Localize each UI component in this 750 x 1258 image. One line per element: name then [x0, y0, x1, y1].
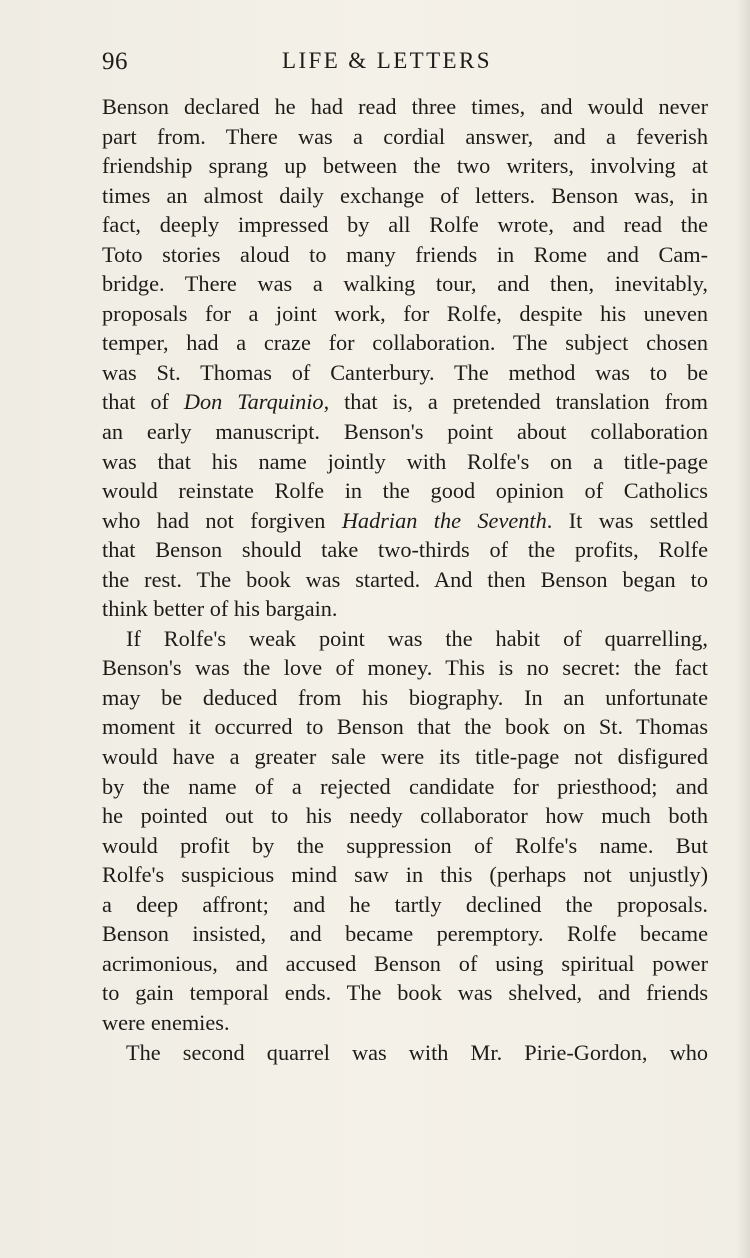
running-head [102, 44, 710, 84]
text-line: he pointed out to his needy collaborator how much both [102, 803, 708, 829]
page-edge-shadow [736, 0, 750, 1258]
text-line: was that his name jointly with Rolfe's on a title-page [102, 448, 708, 474]
text-line: would reinstate Rolfe in the good opinion of Catholics [102, 478, 708, 504]
body-text [102, 92, 708, 1067]
text-line [102, 387, 708, 417]
text-line: acrimonious, and accused Benson of using spiritual power [102, 950, 708, 976]
text-fragment: who had not forgiven [102, 507, 342, 533]
text-line: the rest. The book was started. And then Benson began to [102, 566, 708, 592]
paragraph-end-line: think better of his bargain. [102, 596, 338, 622]
text-fragment: that of [102, 389, 184, 415]
running-title: LIFE & LETTERS [282, 48, 492, 73]
text-line: by the name of a rejected candidate for priesthood; and [102, 773, 708, 799]
paragraph-start-line: The second quarrel was with Mr. Pirie-Gordon, who [126, 1039, 708, 1065]
text-line: Benson's was the love of money. This is no secret: the fact [102, 655, 708, 681]
text-line: would have a greater sale were its title-page not disfigured [102, 744, 708, 770]
text-line: was St. Thomas of Canterbury. The method was to be [102, 359, 708, 385]
text-line: part from. There was a cordial answer, and a feverish [102, 123, 708, 149]
text-line: an early manuscript. Benson's point about collaboration [102, 419, 708, 445]
text-line: moment it occurred to Benson that the book on St. Thomas [102, 714, 708, 740]
text-line: Toto stories aloud to many friends in Rome and Cam- [102, 241, 708, 267]
book-title-italic: Hadrian the Seventh [341, 507, 547, 533]
text-line: times an almost daily exchange of letters. Benson was, in [102, 182, 708, 208]
text-line: Benson declared he had read three times, and would never [102, 94, 708, 119]
book-title-italic: Don Tarquinio [183, 389, 324, 415]
text-line: bridge. There was a walking tour, and then, inevitably, [102, 271, 708, 297]
text-fragment: . It was settled [546, 507, 709, 533]
text-line: a deep affront; and he tartly declined the proposals. [102, 891, 708, 917]
text-line: fact, deeply impressed by all Rolfe wrote, and read the [102, 212, 708, 238]
text-line: to gain temporal ends. The book was shelved, and friends [102, 980, 708, 1006]
text-line: Rolfe's suspicious mind saw in this (perhaps not unjustly) [102, 862, 708, 888]
text-fragment: , that is, a pretended translation from [323, 389, 708, 415]
paragraph-start-line: If Rolfe's weak point was the habit of quarrelling, [126, 625, 708, 651]
text-line: temper, had a craze for collaboration. The subject chosen [102, 330, 708, 356]
text-line: that Benson should take two-thirds of the profits, Rolfe [102, 537, 708, 563]
text-line: would profit by the suppression of Rolfe's name. But [102, 832, 708, 858]
paragraph-end-line: were enemies. [102, 1009, 230, 1035]
text-line: Benson insisted, and became peremptory. Rolfe became [102, 921, 708, 947]
text-line [102, 506, 708, 536]
text-line: friendship sprang up between the two writers, involving at [102, 153, 708, 179]
page-number: 96 [102, 48, 128, 75]
text-line: may be deduced from his biography. In an unfortunate [102, 684, 708, 710]
text-line: proposals for a joint work, for Rolfe, despite his uneven [102, 300, 708, 326]
